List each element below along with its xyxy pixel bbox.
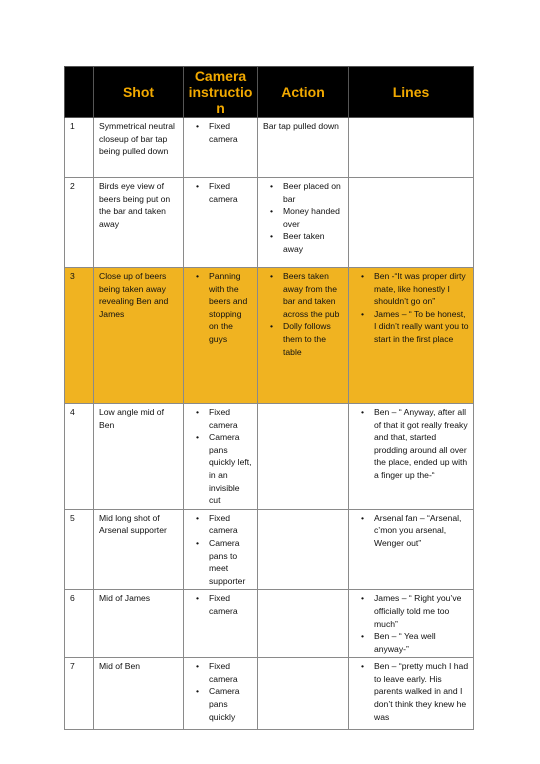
shot-description-cell: Close up of beers being taken away revealing Ben and James: [94, 268, 184, 404]
header-lines: Lines: [349, 67, 474, 118]
shot-list-table: [64, 66, 474, 730]
header-action: Action: [258, 67, 349, 118]
camera-instruction-item: • Camera pans quickly: [189, 685, 253, 723]
lines-cell: [349, 178, 474, 268]
camera-instruction-cell-list: [189, 120, 253, 145]
table-row: [65, 590, 474, 658]
shot-description-cell: Mid of James: [94, 590, 184, 658]
action-item: • Money handed over: [263, 205, 344, 230]
shot-number-cell: 2: [65, 178, 94, 268]
camera-instruction-item: • Camera pans to meet supporter: [189, 537, 253, 587]
camera-instruction-cell: [184, 268, 258, 404]
shot-description-cell: Low angle mid of Ben: [94, 404, 184, 510]
action-item: • Beer taken away: [263, 230, 344, 255]
camera-instruction-cell: [184, 658, 258, 730]
dialogue-line: • Ben -“It was proper dirty mate, like honestly I shouldn’t go on”: [354, 270, 469, 308]
action-cell-list: [263, 180, 344, 256]
dialogue-line: • Ben – “pretty much I had to leave early. His parents walked in and I don’t think they knew he was: [354, 660, 469, 723]
table-row: [65, 404, 474, 510]
header-camera-instruction: Camera instruction: [184, 67, 258, 118]
lines-cell-list: [354, 406, 469, 482]
shot-description-cell: Mid of Ben: [94, 658, 184, 730]
table-row: [65, 658, 474, 730]
dialogue-line: • James – “ To be honest, I didn’t really want you to start in the first place: [354, 308, 469, 346]
table-row: [65, 178, 474, 268]
camera-instruction-cell-list: [189, 660, 253, 723]
camera-instruction-cell-list: [189, 270, 253, 346]
shot-number-cell: 4: [65, 404, 94, 510]
shot-description-cell: Birds eye view of beers being put on the bar and taken away: [94, 178, 184, 268]
action-item: • Beer placed on bar: [263, 180, 344, 205]
camera-instruction-cell: [184, 509, 258, 590]
table-body: [65, 118, 474, 730]
lines-cell: [349, 658, 474, 730]
camera-instruction-cell: [184, 404, 258, 510]
action-cell: Bar tap pulled down: [258, 118, 349, 178]
camera-instruction-item: • Fixed camera: [189, 512, 253, 537]
table-header-row: [65, 67, 474, 118]
lines-cell-list: [354, 512, 469, 550]
dialogue-line: • James – “ Right you’ve officially told me too much”: [354, 592, 469, 630]
dialogue-line: • Ben – “ Anyway, after all of that it got really freaky and that, started prodding around all over the place, ended up with a finger up the-“: [354, 406, 469, 482]
shot-description-cell: Symmetrical neutral closeup of bar tap being pulled down: [94, 118, 184, 178]
lines-cell: [349, 268, 474, 404]
shot-number-cell: 3: [65, 268, 94, 404]
lines-cell-list: [354, 592, 469, 655]
shot-number-cell: 6: [65, 590, 94, 658]
lines-cell-list: [354, 270, 469, 346]
table-row: [65, 268, 474, 404]
camera-instruction-cell: [184, 118, 258, 178]
lines-cell: [349, 118, 474, 178]
shot-list-document: [64, 66, 473, 722]
action-cell-list: [263, 270, 344, 358]
shot-number-cell: 7: [65, 658, 94, 730]
lines-cell-list: [354, 660, 469, 723]
camera-instruction-item: • Panning with the beers and stopping on the guys: [189, 270, 253, 346]
camera-instruction-item: • Fixed camera: [189, 592, 253, 617]
action-item: • Dolly follows them to the table: [263, 320, 344, 358]
shot-description-cell: Mid long shot of Arsenal supporter: [94, 509, 184, 590]
camera-instruction-cell: [184, 178, 258, 268]
action-item: • Beers taken away from the bar and taken across the pub: [263, 270, 344, 320]
camera-instruction-item: • Fixed camera: [189, 120, 253, 145]
camera-instruction-cell-list: [189, 592, 253, 617]
dialogue-line: • Arsenal fan – “Arsenal, c’mon you arsenal, Wenger out”: [354, 512, 469, 550]
lines-cell: [349, 404, 474, 510]
camera-instruction-cell-list: [189, 406, 253, 507]
shot-number-cell: 5: [65, 509, 94, 590]
camera-instruction-cell-list: [189, 180, 253, 205]
action-cell: [258, 268, 349, 404]
action-cell: [258, 178, 349, 268]
action-cell: [258, 590, 349, 658]
table-row: [65, 118, 474, 178]
dialogue-line: • Ben – “ Yea well anyway-”: [354, 630, 469, 655]
camera-instruction-cell-list: [189, 512, 253, 588]
camera-instruction-item: • Fixed camera: [189, 660, 253, 685]
lines-cell: [349, 590, 474, 658]
action-cell: [258, 509, 349, 590]
camera-instruction-cell: [184, 590, 258, 658]
lines-cell: [349, 509, 474, 590]
action-cell: [258, 658, 349, 730]
shot-number-cell: 1: [65, 118, 94, 178]
camera-instruction-item: • Fixed camera: [189, 180, 253, 205]
camera-instruction-item: • Fixed camera: [189, 406, 253, 431]
header-number: [65, 67, 94, 118]
camera-instruction-item: • Camera pans quickly left, in an invisible cut: [189, 431, 253, 507]
table-row: [65, 509, 474, 590]
header-shot: Shot: [94, 67, 184, 118]
action-cell: [258, 404, 349, 510]
